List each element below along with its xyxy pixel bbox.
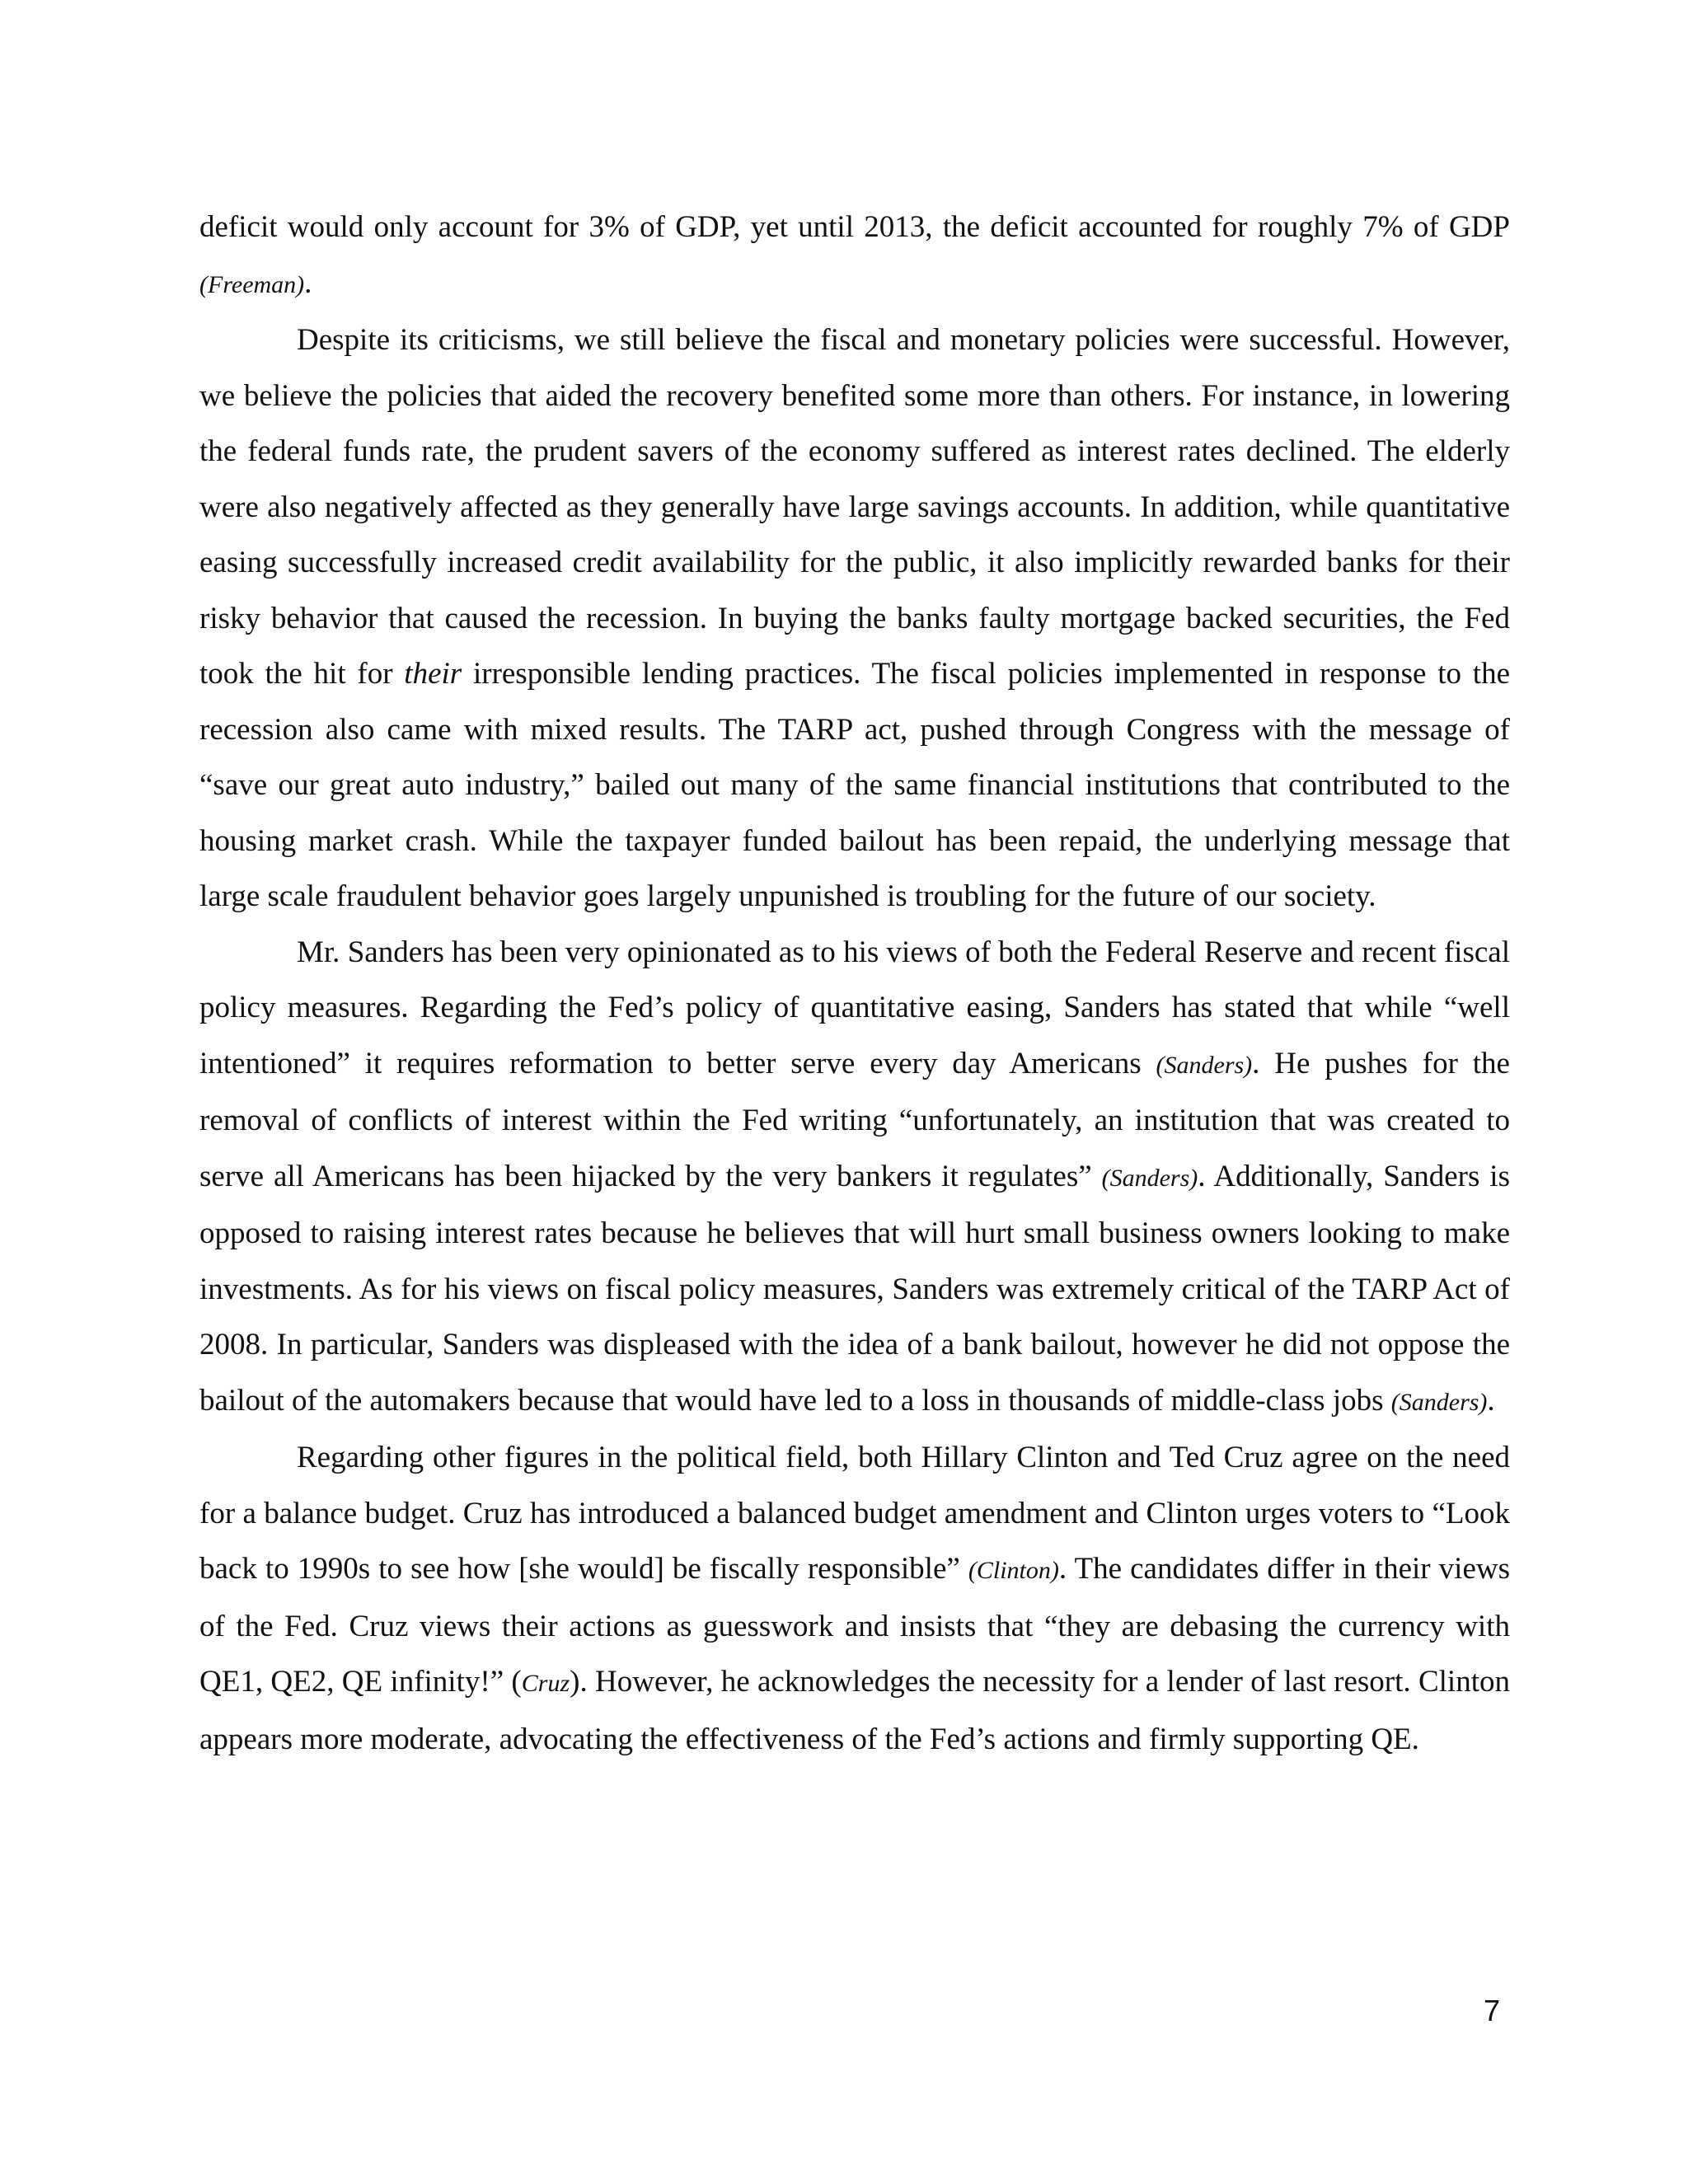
citation-sanders-1: (Sanders) (1156, 1051, 1253, 1079)
paragraph-3 (199, 925, 1510, 1431)
citation-freeman: (Freeman) (199, 270, 305, 298)
paragraph-3-run-7: . (1487, 1383, 1495, 1418)
paragraph-1-run-3: . (304, 265, 312, 300)
paragraph-3-run-5: . Additionally, Sanders is opposed to raising interest rates because he believes that will hurt small business owners looking to make investments. As for his views on fiscal policy measures, Sanders was extremely critical of the TARP Act of 2008. In particular, Sanders was displeased with the idea of a bank bailout, however he did not oppose the bailout of the automakers because that would have led to a loss in thousands of middle-class jobs (199, 1159, 1510, 1418)
paragraph-2 (199, 312, 1510, 925)
paragraph-4-run-1: Regarding other figures in the political field, both Hillary Clinton and Ted Cruz agree on the need for a balance budget. Cruz has introduced a balanced budget amendment and Clinton urges voters to “Look back to 1990s to see how [she would] be fiscally responsible” (199, 1441, 1510, 1586)
paragraph-4-run-5: ). However, he acknowledges the necessity for a lender of last resort. Clinton appears more moderate, advocating the effectiveness of the Fed’s actions and firmly supporting QE. (199, 1665, 1510, 1756)
document-body (199, 199, 1510, 1767)
paragraph-4-run-3: . The candidates differ in their views of the Fed. Cruz views their actions as guesswork and insists that “they are debasing the currency with QE1, QE2, QE infinity!” ( (199, 1552, 1510, 1699)
citation-sanders-2: (Sanders) (1101, 1164, 1198, 1192)
paragraph-1 (199, 199, 1510, 312)
citation-sanders-3: (Sanders) (1390, 1388, 1488, 1416)
paragraph-3-run-3: . He pushes for the removal of conflicts of interest within the Fed writing “unfortunately, an institution that was created to serve all Americans has been hijacked by the very bankers it regulates” (199, 1046, 1510, 1193)
paragraph-4 (199, 1430, 1510, 1767)
citation-cruz: Cruz (521, 1670, 570, 1697)
emphasis-their: their (404, 657, 462, 691)
page-number: 7 (1483, 1994, 1500, 2027)
paragraph-1-run-1: deficit would only account for 3% of GDP, yet until 2013, the deficit accounted for roughly 7% of GDP (199, 210, 1510, 244)
citation-clinton: (Clinton) (968, 1557, 1059, 1584)
paragraph-2-run-3: irresponsible lending practices. The fiscal policies implemented in response to the recession also came with mixed results. The TARP act, pushed through Congress with the message of “save our great auto industry,” bailed out many of the same financial institutions that contributed to the housing market crash. While the taxpayer funded bailout has been repaid, the underlying message that large scale fraudulent behavior goes largely unpunished is troubling for the future of our society. (199, 657, 1511, 913)
paragraph-3-run-1: Mr. Sanders has been very opinionated as to his views of both the Federal Reserve and recent fiscal policy measures. Regarding the Fed’s policy of quantitative easing, Sanders has stated that while “well intentioned” it requires reformation to better serve every day Americans (199, 935, 1510, 1080)
paragraph-2-run-1: Despite its criticisms, we still believe the fiscal and monetary policies were successful. However, we believe the policies that aided the recovery benefited some more than others. For instance, in lowering the federal funds rate, the prudent savers of the economy suffered as interest rates declined. The elderly were also negatively affected as they generally have large savings accounts. In addition, while quantitative easing successfully increased credit availability for the public, it also implicitly rewarded banks for their risky behavior that caused the recession. In buying the banks faulty mortgage backed securities, the Fed took the hit for (199, 323, 1510, 691)
